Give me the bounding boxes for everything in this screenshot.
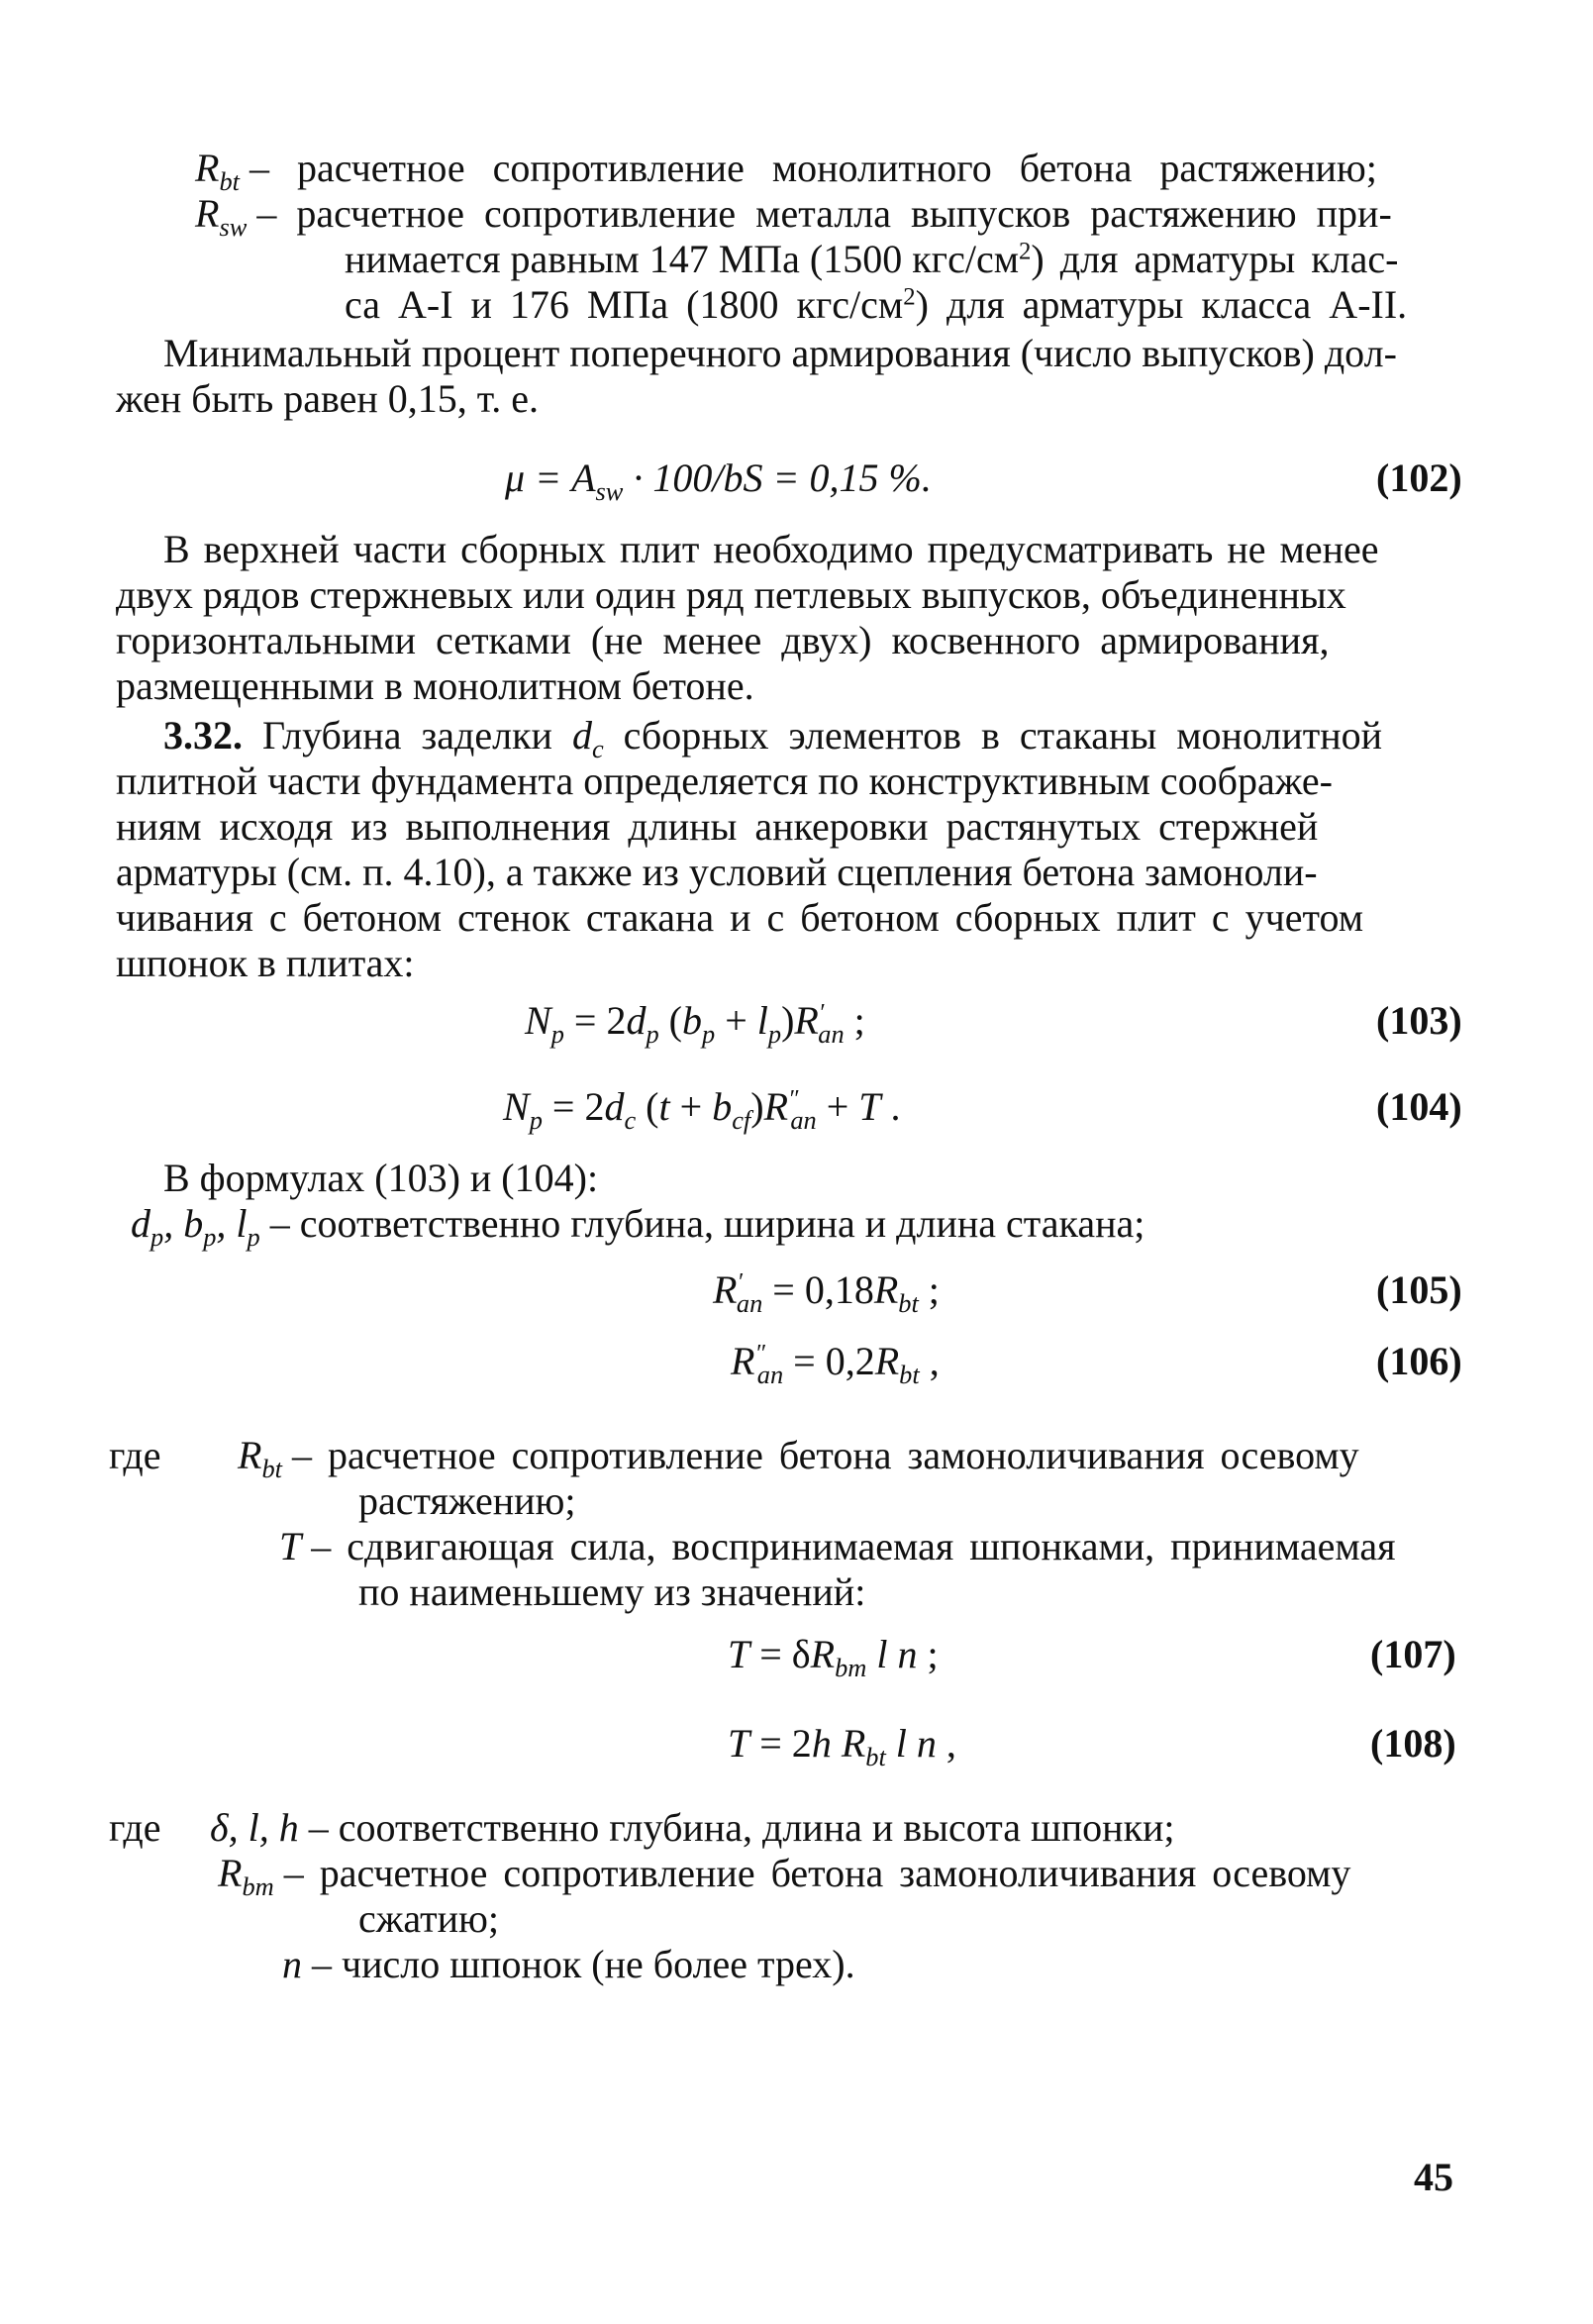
equation-107: $T = \delta R_{bm}$ l n ;	[728, 1632, 939, 1683]
equation-number-106: (106)	[1376, 1339, 1462, 1383]
rbm-text-1: – расчетное сопротивление бетона замоноличивания осевому	[283, 1851, 1351, 1895]
rsw-text-3: са А-I и 176 МПа (1800 кгс/$см^2$) для арматуры класса А-II.	[345, 282, 1408, 327]
rsw-text-2: нимается равным 147 МПа (1500 кгс/$см^2$) для арматуры клас-	[345, 237, 1399, 281]
para-332-line-5: чивания с бетоном стенок стакана и с бетоном сборных плит с учетом	[116, 895, 1364, 940]
rbt-text: – расчетное сопротивление монолитного бетона растяжению;	[249, 146, 1377, 190]
equation-number-103: (103)	[1376, 998, 1462, 1043]
where-label-2: где	[109, 1805, 161, 1850]
para-min-line-2: жен быть равен 0,15, т. е.	[116, 376, 540, 421]
def-t	[279, 1524, 1396, 1569]
formulas-intro: В формулах (103) и (104):	[163, 1156, 599, 1200]
rsw-text-1: – расчетное сопротивление металла выпусков растяжению при-	[256, 191, 1392, 236]
para-332-line-4: арматуры (см. п. 4.10), а также из условий сцепления бетона замоноли-	[116, 850, 1318, 894]
equation-number-107: (107)	[1370, 1632, 1456, 1676]
rbt2-symbol: $R_{bt}$	[238, 1433, 282, 1484]
equation-102: $\mu = A_{sw} \cdot 100/bS = 0,15$ %.	[505, 455, 932, 507]
equation-number-104: (104)	[1376, 1084, 1462, 1129]
page-number: 45	[1414, 2155, 1453, 2199]
def-n	[282, 1942, 855, 1987]
equation-105: $R'_{an} = 0,18R_{bt}$ ;	[713, 1267, 940, 1319]
def-rbt-2	[238, 1433, 1359, 1484]
para-top-line-3: горизонтальными сетками (не менее двух) косвенного армирования,	[116, 618, 1330, 662]
dims-symbols: $d_p$, $b_p$, $l_p$	[131, 1201, 260, 1253]
def-rbm	[218, 1851, 1351, 1902]
n-symbol: n	[282, 1942, 302, 1986]
equation-number-102: (102)	[1376, 455, 1462, 500]
dlh-symbols: δ, l, h	[210, 1805, 299, 1850]
t-text-2: по наименьшему из значений:	[358, 1569, 866, 1614]
n-text: – число шпонок (не более трех).	[312, 1942, 855, 1986]
para-332-line-2: плитной части фундамента определяется по конструктивным соображе-	[116, 758, 1333, 803]
section-number-332: 3.32.	[163, 713, 243, 758]
rbm-symbol: $R_{bm}$	[218, 1851, 274, 1902]
rbt-symbol: $R_{bt}$	[195, 146, 240, 197]
rsw-symbol: $R_{sw}$	[195, 191, 248, 243]
rbt2-text-1: – расчетное сопротивление бетона замоноличивания осевому	[291, 1433, 1359, 1477]
para-top-line-1: В верхней части сборных плит необходимо предусматривать не менее	[163, 527, 1379, 571]
def-dims	[131, 1201, 1145, 1253]
para-top-line-4: размещенными в монолитном бетоне.	[116, 663, 754, 708]
dims-text: – соответственно глубина, ширина и длина стакана;	[269, 1201, 1145, 1246]
rbt2-text-2: растяжению;	[358, 1478, 576, 1523]
para-332-line-6: шпонок в плитах:	[116, 941, 415, 985]
equation-104: $N_p = 2d_c$ $(t + b_{cf})R''_{an} + T$ .	[503, 1084, 901, 1136]
rbm-text-2: сжатию;	[358, 1896, 499, 1941]
def-rsw	[195, 191, 1482, 243]
equation-106: $R''_{an} = 0,2R_{bt}$ ,	[731, 1339, 940, 1390]
para-332-line-3: ниям исходя из выполнения длины анкеровки растянутых стержней	[116, 804, 1319, 849]
equation-number-108: (108)	[1370, 1721, 1456, 1766]
equation-103: $N_p = 2d_p$ $(b_p + l_p)R'_{an}$ ;	[525, 998, 865, 1050]
para-top-line-2: двух рядов стержневых или один ряд петлевых выпусков, объединенных	[116, 572, 1346, 617]
t-symbol: T	[279, 1524, 302, 1568]
def-dlh	[210, 1805, 1175, 1851]
dlh-text: – соответственно глубина, длина и высота шпонки;	[308, 1805, 1175, 1850]
equation-number-105: (105)	[1376, 1267, 1462, 1312]
para-min-line-1: Минимальный процент поперечного армирования (число выпусков) дол-	[163, 331, 1397, 375]
where-label-1: где	[109, 1433, 161, 1477]
def-rbt	[195, 146, 1482, 197]
para-332-line-1: 3.32. Глубина заделки $d_c$ сборных элементов в стаканы монолитной	[163, 713, 1383, 764]
equation-108: T = 2h $R_{bt}$ l n ,	[728, 1721, 956, 1772]
t-text-1: – сдвигающая сила, воспринимаемая шпонками, принимаемая	[311, 1524, 1396, 1568]
